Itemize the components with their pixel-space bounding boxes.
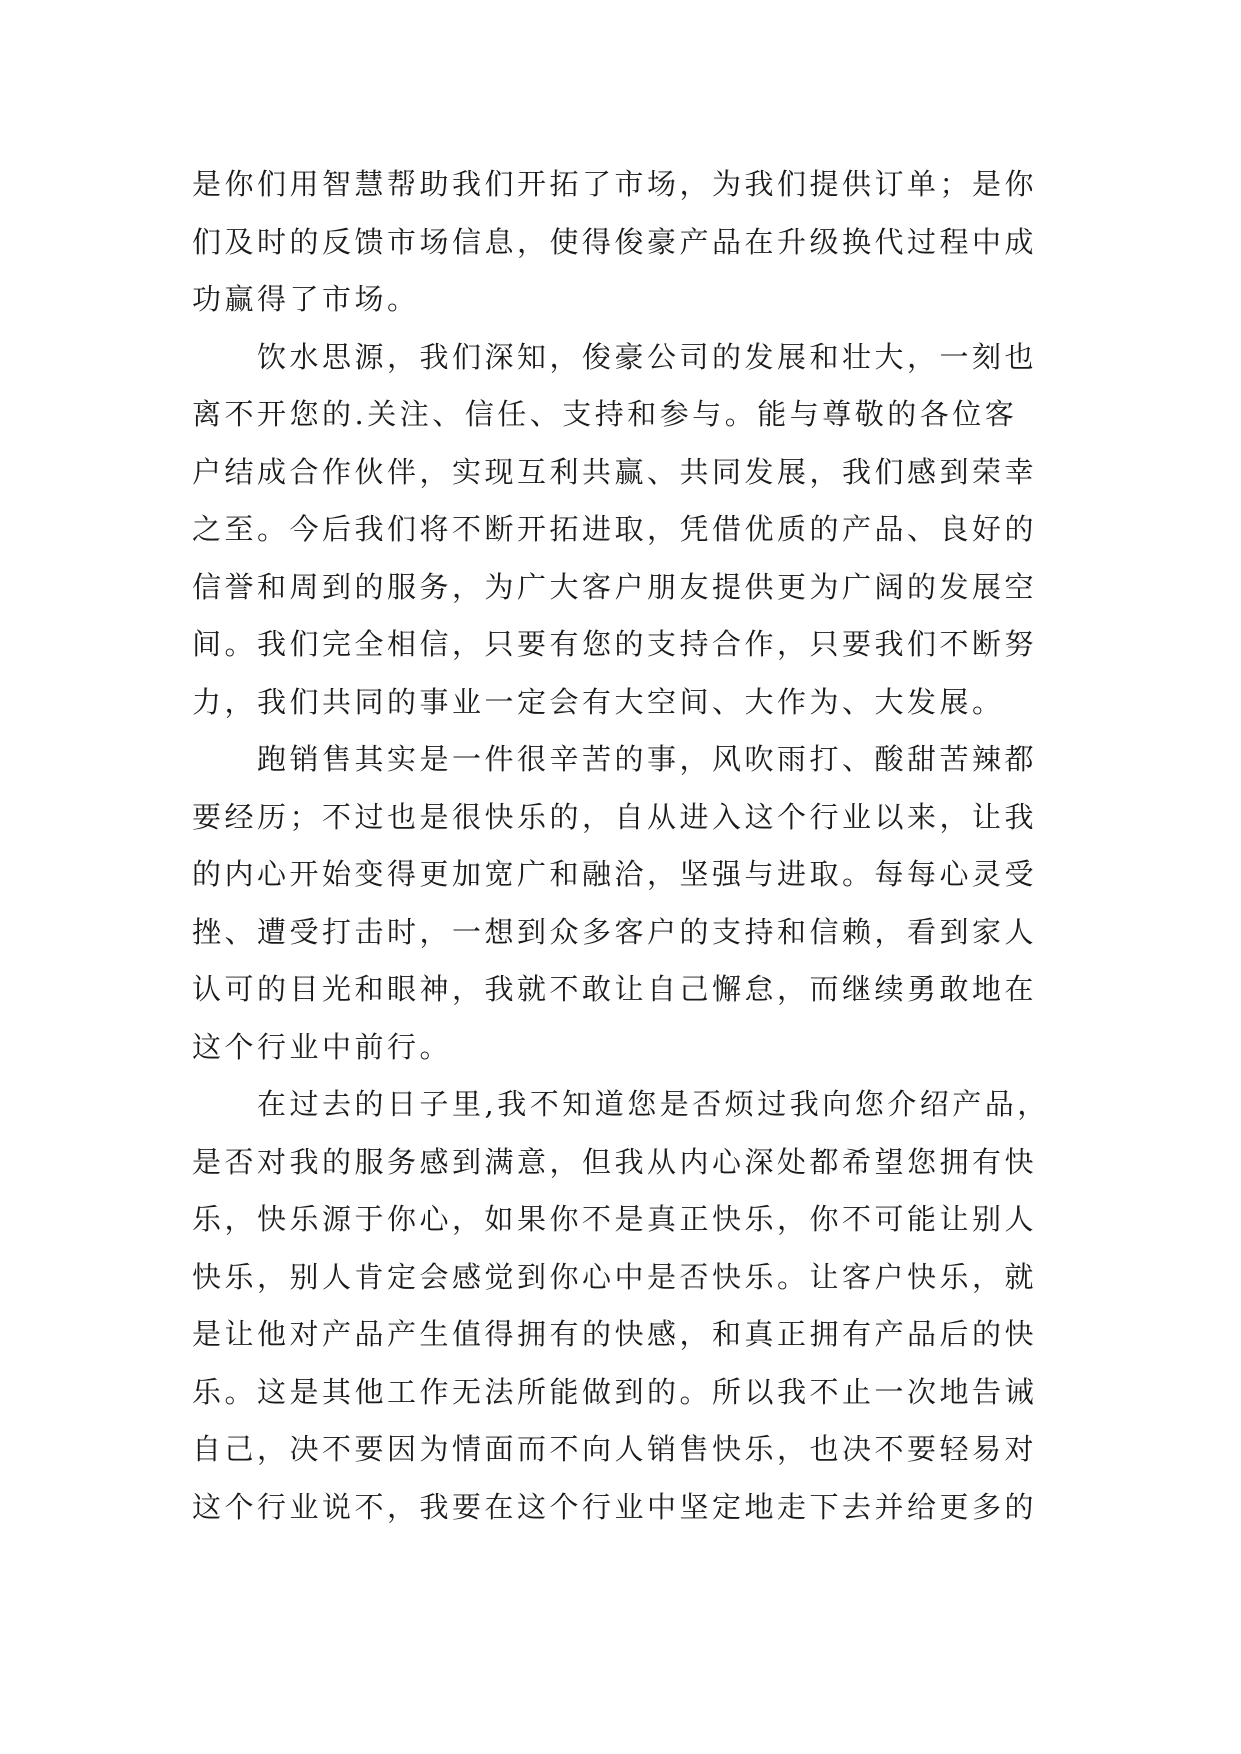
text-line: 功赢得了市场。 [192, 282, 420, 316]
text-line: 自己，决不要因为情面而不向人销售快乐，也决不要轻易对 [192, 1432, 1038, 1466]
text-line: 之至。今后我们将不断开拓进取，凭借优质的产品、良好的 [192, 512, 1038, 546]
text-line: 是你们用智慧帮助我们开拓了市场，为我们提供订单；是你 [192, 167, 1038, 201]
text-line: 是否对我的服务感到满意，但我从内心深处都希望您拥有快 [192, 1144, 1038, 1179]
text-line: 这个行业说不，我要在这个行业中坚定地走下去并给更多的 [192, 1489, 1038, 1524]
text-line: 挫、遭受打击时，一想到众多客户的支持和信赖，看到家人 [192, 914, 1038, 949]
paragraph-first-line: 饮水思源，我们深知，俊豪公司的发展和壮大，一刻也 [257, 339, 1038, 374]
text-line: 这个行业中前行。 [192, 1029, 453, 1064]
text-line: 乐，快乐源于你心，如果你不是真正快乐，你不可能让别人 [192, 1202, 1038, 1236]
paragraph-first-line: 在过去的日子里,我不知道您是否烦过我向您介绍产品， [257, 1087, 1050, 1121]
text-line: 力，我们共同的事业一定会有大空间、大作为、大发展。 [192, 684, 1005, 719]
text-line: 的内心开始变得更加宽广和融洽，坚强与进取。每每心灵受 [192, 857, 1038, 891]
text-line: 快乐，别人肯定会感觉到你心中是否快乐。让客户快乐，就 [192, 1259, 1038, 1294]
text-line: 认可的目光和眼神，我就不敢让自己懈怠，而继续勇敢地在 [192, 972, 1038, 1006]
text-line: 户结成合作伙伴，实现互利共赢、共同发展，我们感到荣幸 [192, 454, 1038, 489]
paragraph-first-line: 跑销售其实是一件很辛苦的事，风吹雨打、酸甜苦辣都 [257, 742, 1038, 776]
text-line: 间。我们完全相信，只要有您的支持合作，只要我们不断努 [192, 627, 1038, 661]
text-line: 信誉和周到的服务，为广大客户朋友提供更为广阔的发展空 [192, 569, 1038, 604]
text-line: 乐。这是其他工作无法所能做到的。所以我不止一次地告诫 [192, 1374, 1038, 1409]
document-body [192, 156, 1052, 1536]
text-line: 要经历；不过也是很快乐的，自从进入这个行业以来，让我 [192, 799, 1038, 834]
text-line: 离不开您的.关注、信任、支持和参与。能与尊敬的各位客 [192, 397, 1018, 431]
text-line: 是让他对产品产生值得拥有的快感，和真正拥有产品后的快 [192, 1317, 1038, 1351]
text-line: 们及时的反馈市场信息，使得俊豪产品在升级换代过程中成 [192, 224, 1038, 259]
